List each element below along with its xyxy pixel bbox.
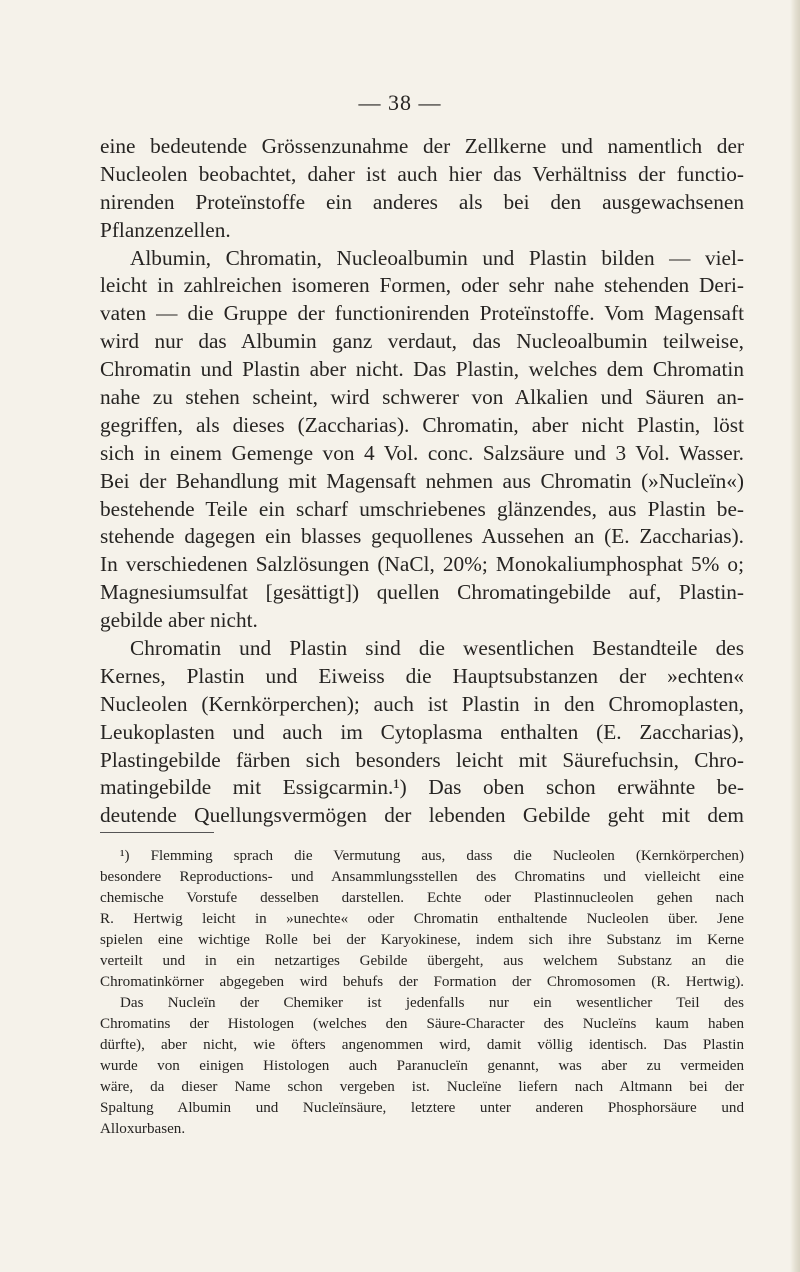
text-line: sich in einem Gemenge von 4 Vol. conc. Salzsäure und 3 Vol. Wasser.	[100, 440, 744, 465]
text-line: nahe zu stehen scheint, wird schwerer von Alkalien und Säuren an-	[100, 385, 744, 410]
text-line: matingebilde mit Essigcarmin.¹) Das oben schon erwähnte be-	[100, 775, 744, 800]
text-line: Nucleolen beobachtet, daher ist auch hier das Verhältniss der functio-	[100, 161, 744, 186]
footnote-line: besondere Reproductions- und Ansammlungsstellen des Chromatins und vielleicht eine	[100, 869, 744, 885]
footnote-line: Chromatins der Histologen (welches den Säure-Character des Nucleïns kaum haben	[100, 1016, 744, 1032]
text-line: In verschiedenen Salzlösungen (NaCl, 20%; Monokaliumphosphat 5% o;	[100, 552, 744, 577]
text-line: leicht in zahlreichen isomeren Formen, oder sehr nahe stehenden Deri-	[100, 273, 744, 298]
footnote-block	[100, 846, 744, 1140]
footnote-line: verteilt und in ein netzartiges Gebilde übergeht, aus welchem Substanz an die	[100, 953, 744, 969]
text-line: Plastingebilde färben sich besonders leicht mit Säurefuchsin, Chro-	[100, 747, 744, 772]
footnote-line: wurde von einigen Histologen auch Paranucleïn genannt, was aber zu vermeiden	[100, 1058, 744, 1074]
text-line: Leukoplasten und auch im Cytoplasma enthalten (E. Zaccharias),	[100, 719, 744, 744]
text-line: wird nur das Albumin ganz verdaut, das Nucleoalbumin teilweise,	[100, 329, 744, 354]
text-line: Magnesiumsulfat [gesättigt]) quellen Chromatingebilde auf, Plastin-	[100, 580, 744, 605]
footnote-line: dürfte), aber nicht, wie öfters angenommen wird, damit völlig identisch. Das Plastin	[100, 1037, 744, 1053]
footnote-line: Chromatinkörner abgegeben wird behufs der Formation der Chromosomen (R. Hertwig).	[100, 974, 744, 990]
text-line: Chromatin und Plastin aber nicht. Das Plastin, welches dem Chromatin	[100, 357, 744, 382]
footnote-line: R. Hertwig leicht in »unechte« oder Chromatin enthaltende Nucleolen über. Jene	[100, 911, 744, 927]
body-text	[100, 133, 744, 830]
text-line: stehende dagegen ein blasses gequollenes Aussehen an (E. Zaccharias).	[100, 524, 744, 549]
footnote-line: spielen eine wichtige Rolle bei der Karyokinese, indem sich ihre Substanz im Kerne	[100, 932, 744, 948]
footnote-line: wäre, da dieser Name schon vergeben ist. Nucleïne liefern nach Altmann bei der	[100, 1079, 744, 1095]
footnote-line: chemische Vorstufe desselben darstellen. Echte oder Plastinnucleolen gehen nach	[100, 890, 744, 906]
text-line: gegriffen, als dieses (Zaccharias). Chromatin, aber nicht Plastin, löst	[100, 412, 744, 437]
text-line: Albumin, Chromatin, Nucleoalbumin und Plastin bilden — viel-	[130, 245, 744, 270]
page-number: — 38 —	[358, 90, 442, 115]
text-line: nirenden Proteïnstoffe ein anderes als bei den ausgewachsenen	[100, 189, 744, 214]
footnote-line: ¹) Flemming sprach die Vermutung aus, dass die Nucleolen (Kernkörperchen)	[120, 848, 744, 864]
footnote-line: Das Nucleïn der Chemiker ist jedenfalls nur ein wesentlicher Teil des	[120, 995, 744, 1011]
text-line: vaten — die Gruppe der functionirenden Proteïnstoffe. Vom Magensaft	[100, 301, 744, 326]
footnote-line: Alloxurbasen.	[100, 1121, 186, 1137]
footnote-line: Spaltung Albumin und Nucleïnsäure, letztere unter anderen Phosphorsäure und	[100, 1100, 744, 1116]
text-line: Chromatin und Plastin sind die wesentlichen Bestandteile des	[130, 636, 744, 661]
text-line: Kernes, Plastin und Eiweiss die Hauptsubstanzen der »echten«	[100, 663, 744, 688]
text-line: bestehende Teile ein scharf umschriebenes glänzendes, aus Plastin be-	[100, 496, 744, 521]
footnote-divider	[100, 832, 214, 833]
text-line: Pflanzenzellen.	[100, 217, 231, 242]
text-line: gebilde aber nicht.	[100, 608, 258, 633]
page-edge-shadow	[790, 0, 800, 1272]
text-line: Bei der Behandlung mit Magensaft nehmen aus Chromatin (»Nucleïn«)	[100, 468, 744, 493]
text-line: Nucleolen (Kernkörperchen); auch ist Plastin in den Chromoplasten,	[100, 691, 744, 716]
text-line: eine bedeutende Grössenzunahme der Zellkerne und namentlich der	[100, 134, 744, 158]
text-line: deutende Quellungsvermögen der lebenden Gebilde geht mit dem	[100, 803, 744, 828]
